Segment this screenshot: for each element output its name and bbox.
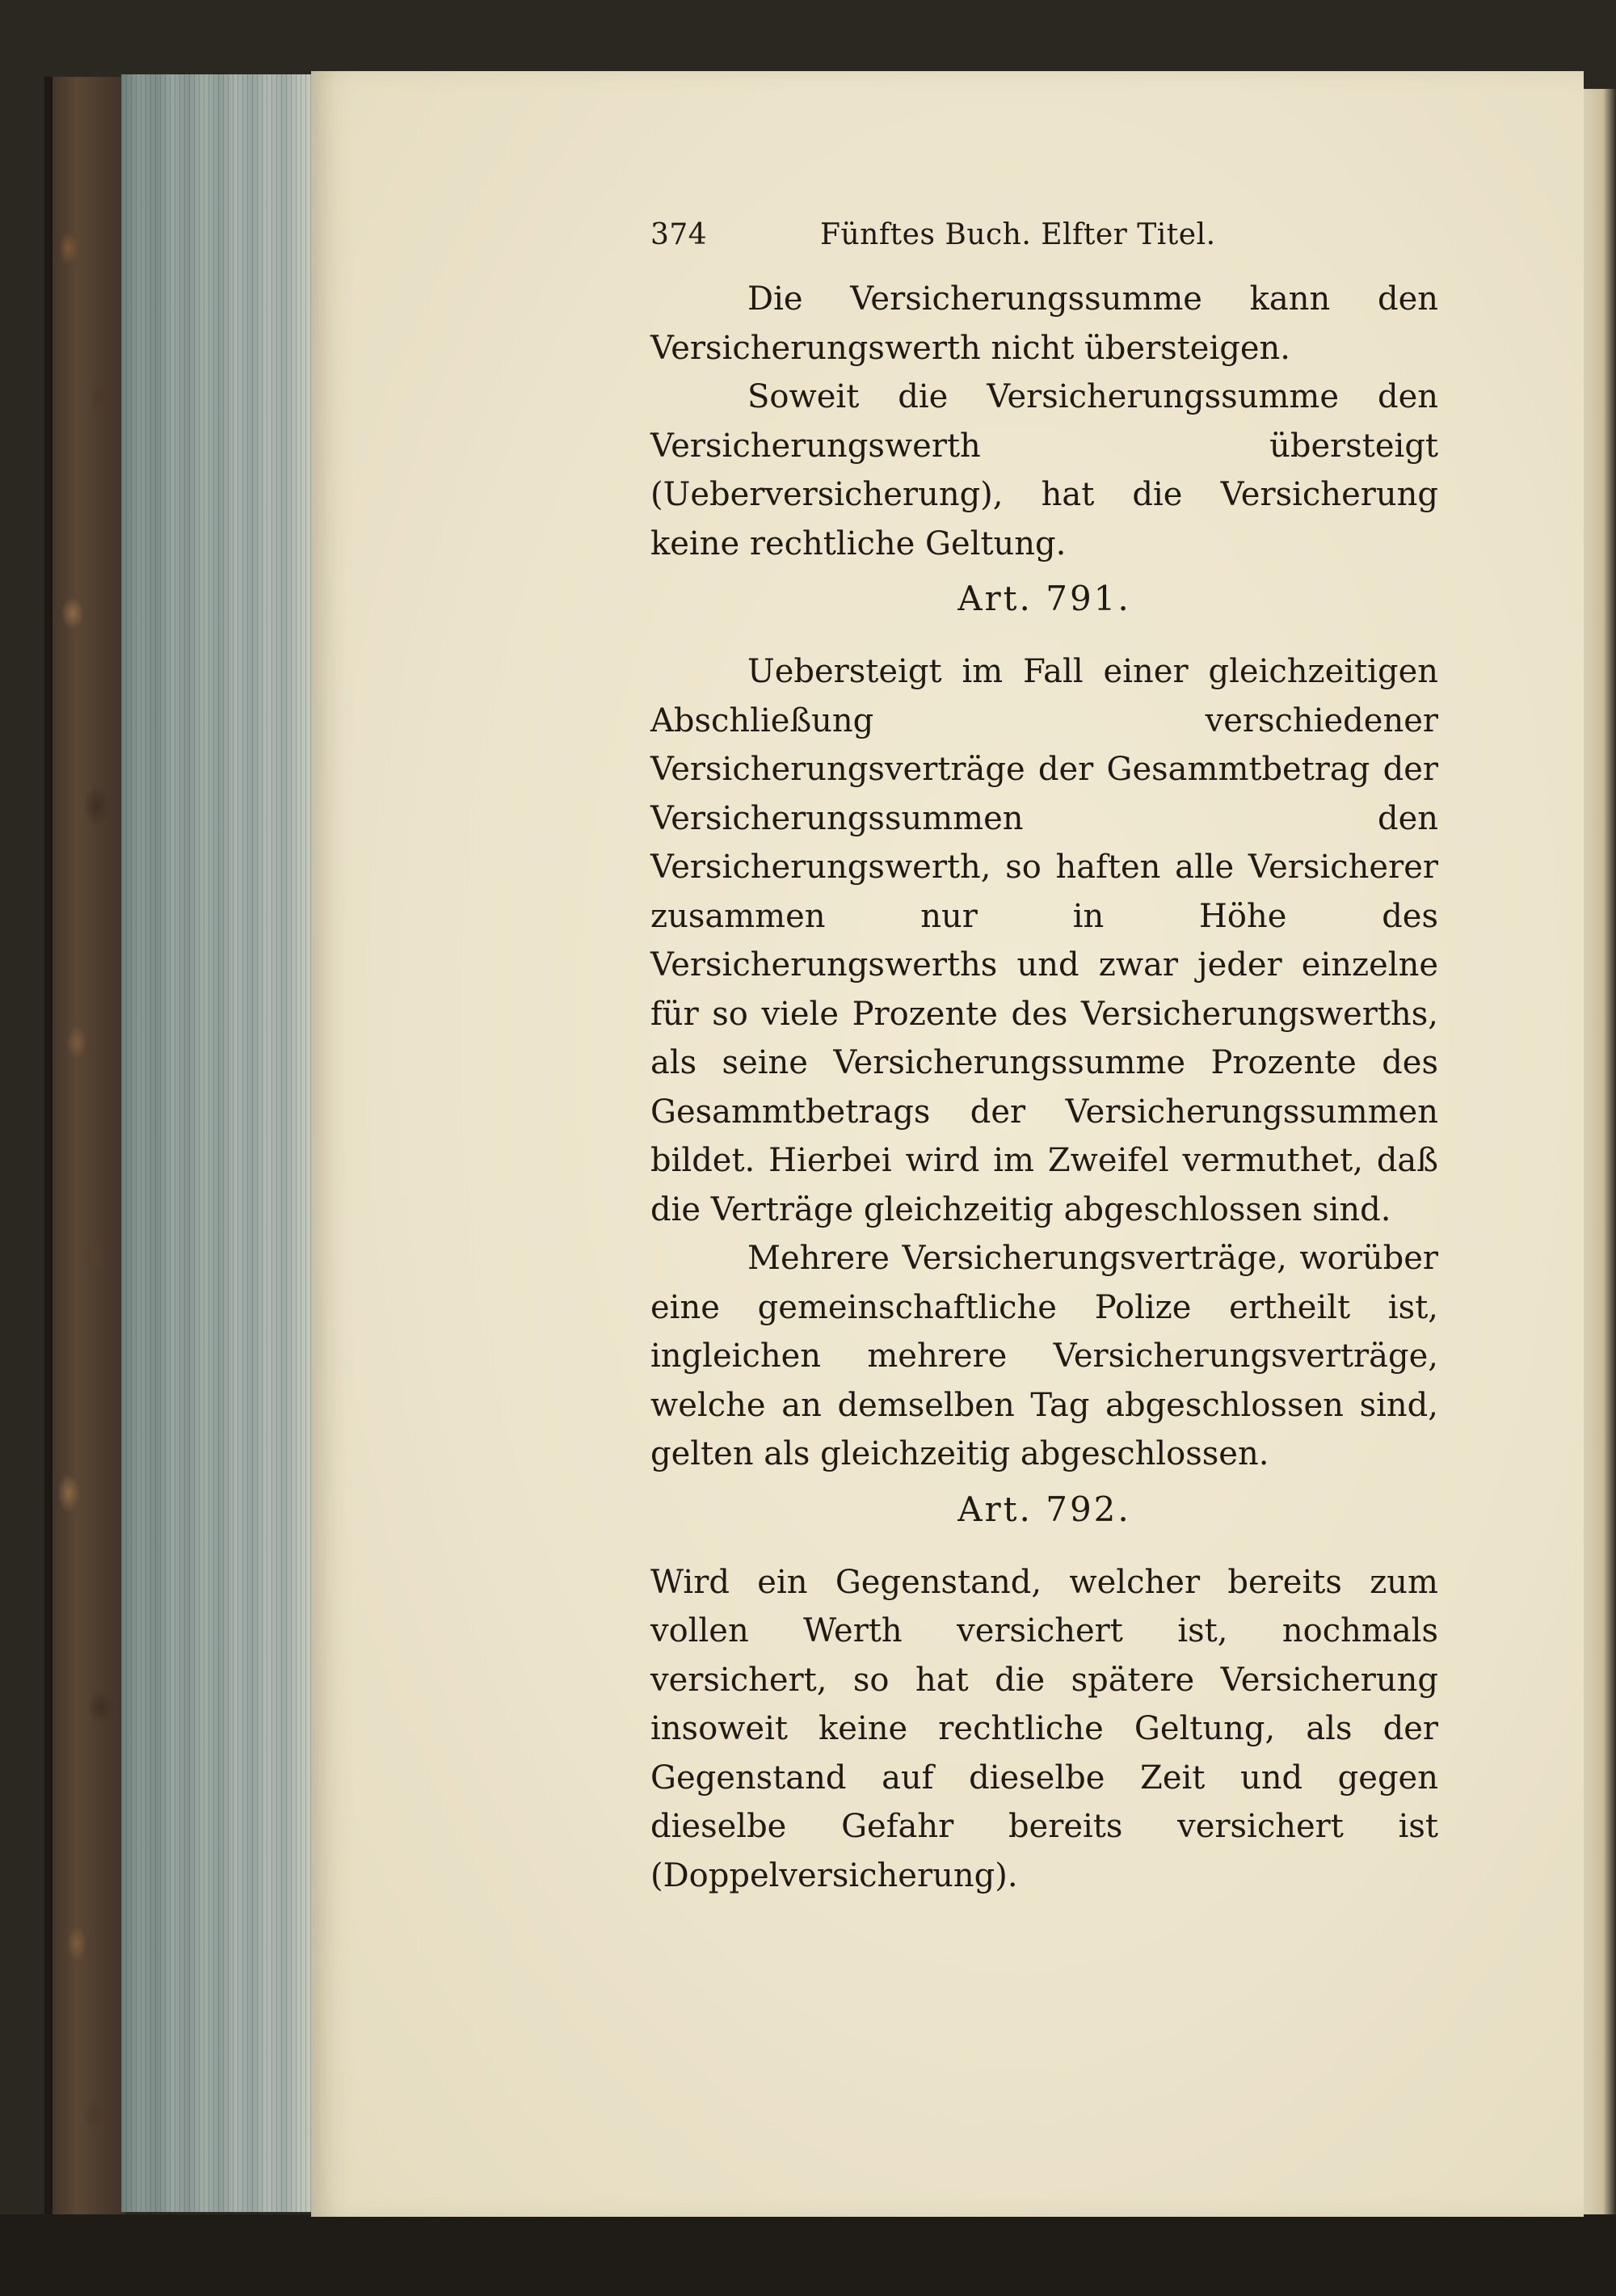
next-page-edge	[1584, 89, 1616, 2214]
marbled-cover	[44, 77, 125, 2222]
intro-paragraph-2: Soweit die Versicherungssumme den Versicherungswerth übersteigt (Ueberversicherung), hat die Versicherung keine rechtliche Geltung.	[650, 378, 1438, 562]
backdrop	[0, 2214, 1616, 2296]
page-number: 374	[650, 218, 708, 251]
running-head	[650, 218, 1438, 275]
intro-paragraph-1: Die Versicherungssumme kann den Versicherungswerth nicht übersteigen.	[650, 280, 1438, 367]
article-791-paragraph-1: Uebersteigt im Fall einer gleichzeitigen Abschließung verschiedener Versicherungsverträge der Gesammtbetrag der Versicherungssummen den Versicherungswerth, so haften alle Versicherer zusammen nur in Höhe des Versicherungswerths und zwar jeder einzelne für so viele Prozente des Versicherungswerths, als seine Versicherungssumme Prozente des Gesammtbetrags der Versicherungssummen bildet. Hierbei wird im Zweifel vermuthet, daß die Verträge gleichzeitig abgeschlossen sind.	[650, 653, 1438, 1228]
running-head-title: Fünftes Buch. Elfter Titel.	[820, 218, 1216, 251]
page-text-block	[650, 218, 1438, 1900]
article-791-heading: Art. 791.	[957, 579, 1131, 618]
article-791-paragraph-2: Mehrere Versicherungsverträge, worüber eine gemeinschaftliche Polize ertheilt ist, ingleichen mehrere Versicherungsverträge, welche an demselben Tag abgeschlossen sind, gelten als gleichzeitig abgeschlossen.	[650, 1240, 1438, 1472]
page-stack-lines	[121, 74, 319, 2212]
article-792-heading: Art. 792.	[957, 1489, 1131, 1529]
cover-edge	[44, 77, 53, 2222]
article-792-paragraph-1: Wird ein Gegenstand, welcher bereits zum vollen Werth versichert ist, nochmals versichert, so hat die spätere Versicherung insoweit keine rechtliche Geltung, als der Gegenstand auf dieselbe Zeit und gegen dieselbe Gefahr bereits versichert ist (Doppelversicherung).	[650, 1563, 1438, 1894]
